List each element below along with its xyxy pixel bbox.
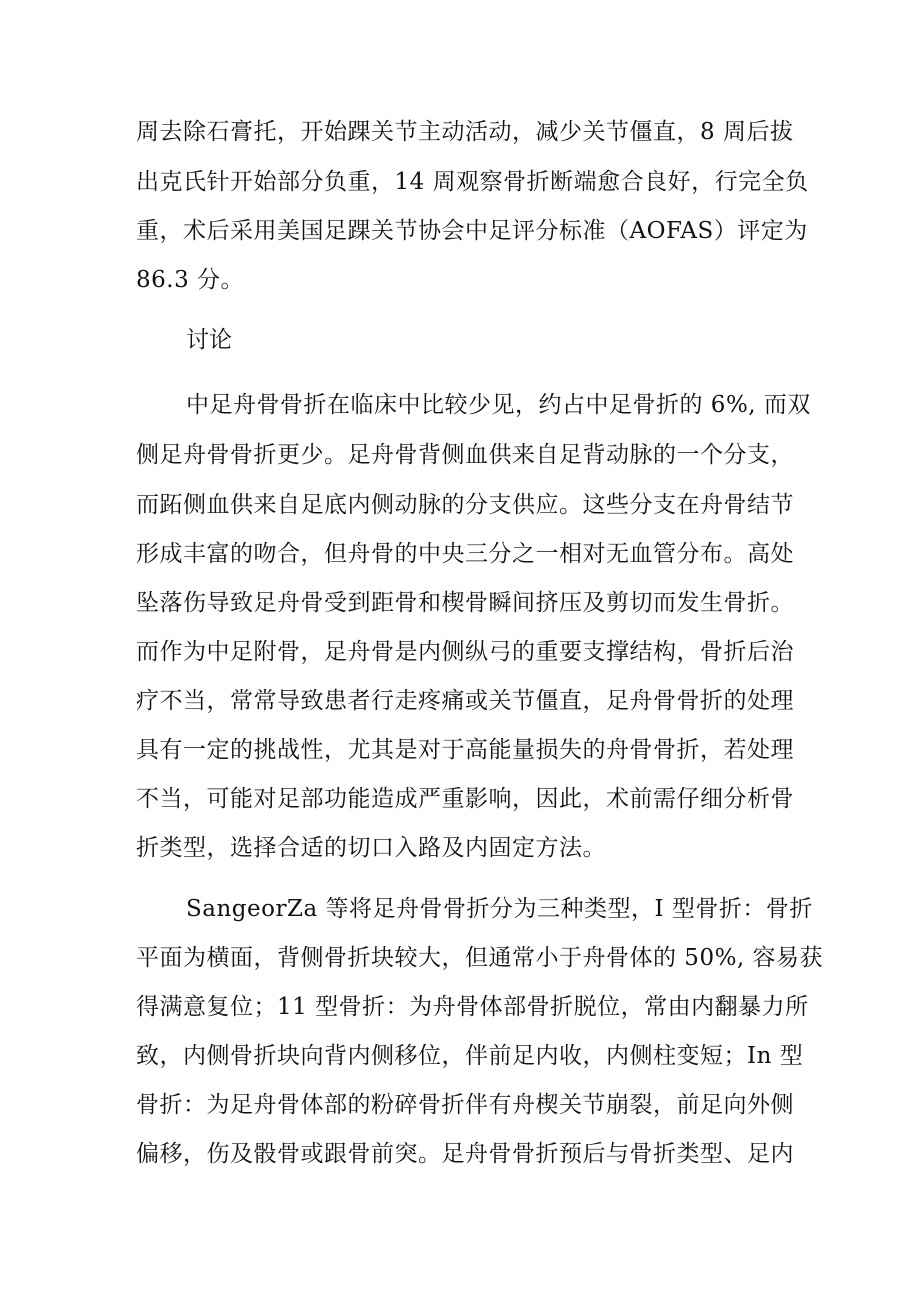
paragraph-3-line: 平面为横面，背侧骨折块较大，但通常小于舟骨体的 50%, 容易获	[136, 945, 824, 971]
paragraph-3-line: 偏移，伤及骰骨或跟骨前突。足舟骨骨折预后与骨折类型、足内	[136, 1141, 794, 1167]
paragraph-3-line: 得满意复位；11 型骨折：为舟骨体部骨折脱位，常由内翻暴力所	[136, 994, 809, 1020]
section-heading: 讨论	[186, 327, 232, 353]
paragraph-2-line: 侧足舟骨骨折更少。足舟骨背侧血供来自足背动脉的一个分支，	[136, 442, 794, 468]
paragraph-3-line: 骨折：为足舟骨体部的粉碎骨折伴有舟楔关节崩裂，前足向外侧	[136, 1092, 794, 1118]
paragraph-2-line: 折类型，选择合适的切口入路及内固定方法。	[136, 835, 606, 861]
paragraph-2-line: 坠落伤导致足舟骨受到距骨和楔骨瞬间挤压及剪切而发生骨折。	[136, 590, 794, 616]
paragraph-1-line: 86.3 分。	[136, 267, 245, 293]
paragraph-2-line: 疗不当，常常导致患者行走疼痛或关节僵直，足舟骨骨折的处理	[136, 688, 794, 714]
paragraph-1-line: 重，术后采用美国足踝关节协会中足评分标准（AOFAS）评定为	[136, 218, 808, 244]
paragraph-2-line: 而作为中足附骨，足舟骨是内侧纵弓的重要支撑结构，骨折后治	[136, 639, 794, 665]
paragraph-2-line: 中足舟骨骨折在临床中比较少见，约占中足骨折的 6%, 而双	[186, 392, 811, 418]
paragraph-1-line: 出克氏针开始部分负重，14 周观察骨折断端愈合良好，行完全负	[136, 169, 809, 195]
paragraph-3-line: SangeorZa 等将足舟骨骨折分为三种类型，I 型骨折：骨折	[186, 896, 813, 922]
paragraph-2-line: 形成丰富的吻合，但舟骨的中央三分之一相对无血管分布。高处	[136, 541, 794, 567]
paragraph-2-line: 而跖侧血供来自足底内侧动脉的分支供应。这些分支在舟骨结节	[136, 492, 794, 518]
paragraph-1-line: 周去除石膏托，开始踝关节主动活动，减少关节僵直，8 周后拔	[136, 119, 794, 145]
paragraph-3-line: 致，内侧骨折块向背内侧移位，伴前足内收，内侧柱变短；In 型	[136, 1043, 804, 1069]
paragraph-2-line: 不当，可能对足部功能造成严重影响，因此，术前需仔细分析骨	[136, 786, 794, 812]
paragraph-2-line: 具有一定的挑战性，尤其是对于高能量损失的舟骨骨折，若处理	[136, 737, 794, 763]
